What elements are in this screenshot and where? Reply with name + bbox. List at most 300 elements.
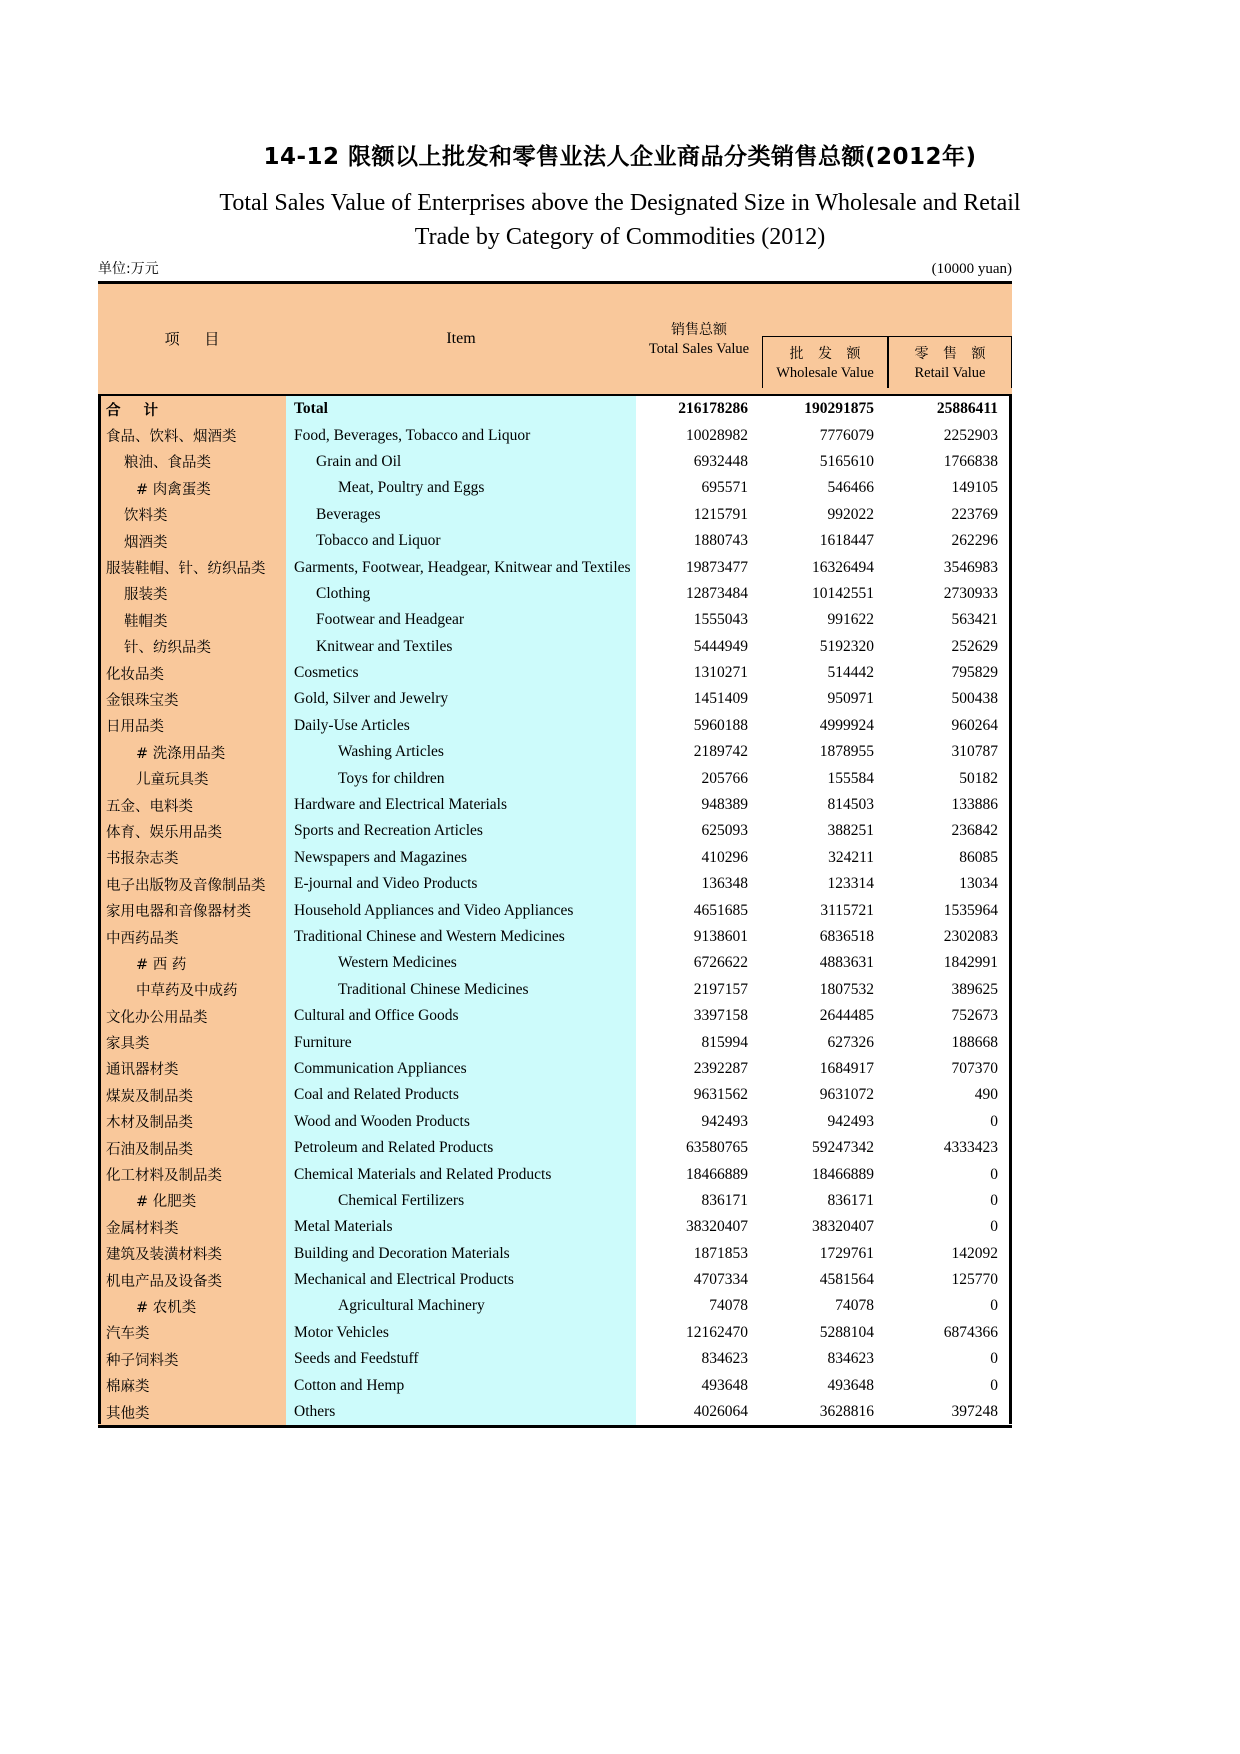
row-label-english-text: Footwear and Headgear (316, 611, 465, 629)
row-label-chinese-text: 建筑及装潢材料类 (106, 1247, 222, 1264)
row-label-chinese (98, 1188, 286, 1214)
row-label-english (286, 765, 636, 791)
row-label-english (286, 739, 636, 765)
cell-total-sales-value: 1215791 (636, 502, 762, 528)
row-label-chinese (98, 977, 286, 1003)
row-label-english (286, 634, 636, 660)
cell-wholesale-value: 4581564 (762, 1267, 888, 1293)
table-row (98, 395, 1012, 422)
row-label-chinese (98, 713, 286, 739)
row-label-english-text: Furniture (294, 1033, 352, 1051)
cell-total-sales-value: 136348 (636, 871, 762, 897)
row-label-english-text: Grain and Oil (316, 452, 402, 470)
row-label-chinese-text: 汽车类 (106, 1326, 150, 1343)
table-row (98, 845, 1012, 871)
row-label-chinese-text: # 洗涤用品类 (136, 745, 226, 762)
cell-wholesale-value: 123314 (762, 871, 888, 897)
table-row (98, 1056, 1012, 1082)
row-label-chinese (98, 502, 286, 528)
cell-retail-value: 50182 (888, 765, 1012, 791)
cell-wholesale-value: 324211 (762, 845, 888, 871)
cell-total-sales-value: 18466889 (636, 1161, 762, 1187)
row-label-chinese-text: 日用品类 (106, 719, 164, 736)
table-row (98, 1320, 1012, 1346)
row-label-english-text: Toys for children (338, 769, 445, 787)
cell-retail-value: 4333423 (888, 1135, 1012, 1161)
row-label-chinese (98, 1293, 286, 1319)
row-label-english (286, 554, 636, 580)
row-label-english-text: Food, Beverages, Tobacco and Liquor (294, 426, 531, 444)
cell-total-sales-value: 6726622 (636, 950, 762, 976)
row-label-chinese-text: 中西药品类 (106, 930, 179, 947)
row-label-english-text: Wood and Wooden Products (294, 1112, 470, 1130)
table-row (98, 1029, 1012, 1055)
table-row (98, 1267, 1012, 1293)
row-label-chinese-text: # 化肥类 (136, 1194, 197, 1211)
cell-wholesale-value: 4999924 (762, 713, 888, 739)
table-row (98, 765, 1012, 791)
row-label-english-text: Cultural and Office Goods (294, 1007, 459, 1025)
header-box-retail (888, 336, 1012, 388)
table-header-row (98, 283, 1012, 396)
cell-wholesale-value: 3115721 (762, 897, 888, 923)
cell-wholesale-value: 4883631 (762, 950, 888, 976)
cell-retail-value: 0 (888, 1372, 1012, 1398)
row-label-english (286, 475, 636, 501)
row-label-chinese (98, 475, 286, 501)
table-row (98, 607, 1012, 633)
cell-total-sales-value: 5960188 (636, 713, 762, 739)
cell-wholesale-value: 1878955 (762, 739, 888, 765)
row-label-english (286, 977, 636, 1003)
cell-wholesale-value: 5192320 (762, 634, 888, 660)
cell-retail-value: 6874366 (888, 1320, 1012, 1346)
cell-wholesale-value: 493648 (762, 1372, 888, 1398)
cell-total-sales-value: 815994 (636, 1029, 762, 1055)
cell-wholesale-value: 1684917 (762, 1056, 888, 1082)
row-label-english-text: Traditional Chinese and Western Medicines (294, 928, 565, 945)
row-label-english-text: Gold, Silver and Jewelry (294, 690, 449, 708)
cell-retail-value: 125770 (888, 1267, 1012, 1293)
table-bottom-rule (98, 1425, 1012, 1428)
row-label-english-text: Others (294, 1403, 336, 1421)
row-label-english (286, 1372, 636, 1398)
row-label-english (286, 1241, 636, 1267)
header-label-wholesale-chinese: 批 发 额 (789, 346, 866, 362)
cell-total-sales-value: 4651685 (636, 897, 762, 923)
table-row (98, 897, 1012, 923)
row-label-english-text: Cosmetics (294, 664, 359, 682)
row-label-english-text: Traditional Chinese Medicines (338, 980, 529, 998)
row-label-chinese (98, 897, 286, 923)
row-label-chinese-text: 其他类 (106, 1405, 150, 1422)
cell-total-sales-value: 38320407 (636, 1214, 762, 1240)
row-label-english (286, 1320, 636, 1346)
row-label-english (286, 1188, 636, 1214)
table-row (98, 1214, 1012, 1240)
row-label-english (286, 528, 636, 554)
row-label-chinese (98, 422, 286, 448)
table-row (98, 686, 1012, 712)
row-label-english-text: Tobacco and Liquor (316, 532, 441, 550)
table-right-edge (1009, 394, 1012, 1424)
header-label-retail-chinese: 零 售 额 (914, 346, 991, 362)
row-label-chinese-text: 饮料类 (124, 508, 168, 525)
statistics-table-wrapper (98, 281, 1012, 1428)
row-label-english-text: Clothing (316, 584, 371, 602)
row-label-english-text: Meat, Poultry and Eggs (338, 479, 485, 497)
table-row (98, 1372, 1012, 1398)
cell-wholesale-value: 388251 (762, 818, 888, 844)
row-label-english-text: Newspapers and Magazines (294, 848, 468, 866)
row-label-chinese-text: 体育、娱乐用品类 (106, 824, 222, 841)
row-label-english-text: Washing Articles (338, 743, 444, 761)
cell-retail-value: 563421 (888, 607, 1012, 633)
cell-wholesale-value: 836171 (762, 1188, 888, 1214)
cell-wholesale-value: 992022 (762, 502, 888, 528)
cell-total-sales-value: 1451409 (636, 686, 762, 712)
row-label-english-text: Beverages (316, 505, 381, 523)
cell-total-sales-value: 4707334 (636, 1267, 762, 1293)
cell-retail-value: 310787 (888, 739, 1012, 765)
row-label-chinese-text: 金银珠宝类 (106, 692, 179, 709)
row-label-chinese-text: 服装类 (124, 587, 168, 604)
row-label-chinese (98, 1399, 286, 1425)
row-label-chinese-text: 电子出版物及音像制品类 (106, 877, 266, 894)
cell-retail-value: 2302083 (888, 924, 1012, 950)
table-row (98, 449, 1012, 475)
cell-retail-value: 707370 (888, 1056, 1012, 1082)
cell-retail-value: 188668 (888, 1029, 1012, 1055)
cell-wholesale-value: 190291875 (762, 395, 888, 422)
row-label-chinese (98, 739, 286, 765)
row-label-chinese-text: 中草药及中成药 (136, 983, 238, 1000)
row-label-english-text: Building and Decoration Materials (294, 1244, 510, 1262)
header-label-total-english: Total Sales Value (648, 340, 750, 357)
table-row (98, 713, 1012, 739)
row-label-english-text: Sports and Recreation Articles (294, 822, 483, 840)
row-label-english (286, 1135, 636, 1161)
table-row (98, 739, 1012, 765)
row-label-chinese (98, 634, 286, 660)
table-row (98, 1241, 1012, 1267)
row-label-english-text: Garments, Footwear, Headgear, Knitwear and Textiles (294, 558, 631, 576)
row-label-chinese-text: 针、纺织品类 (124, 640, 211, 657)
cell-total-sales-value: 216178286 (636, 395, 762, 422)
row-label-english (286, 395, 636, 422)
row-label-chinese (98, 660, 286, 686)
row-label-chinese (98, 1056, 286, 1082)
cell-wholesale-value: 546466 (762, 475, 888, 501)
row-label-chinese-text: 食品、饮料、烟酒类 (106, 429, 237, 446)
header-label-retail-english: Retail Value (914, 365, 986, 381)
statistics-table (98, 281, 1012, 1425)
cell-retail-value: 25886411 (888, 395, 1012, 422)
row-label-chinese (98, 1372, 286, 1398)
cell-total-sales-value: 942493 (636, 1109, 762, 1135)
header-cell-total-sales (636, 283, 762, 396)
table-row (98, 660, 1012, 686)
row-label-english-text: E-journal and Video Products (294, 875, 478, 893)
cell-wholesale-value: 155584 (762, 765, 888, 791)
row-label-english-text: Western Medicines (338, 954, 457, 972)
row-label-chinese (98, 1346, 286, 1372)
table-row (98, 1161, 1012, 1187)
header-cell-item-chinese (98, 283, 286, 396)
row-label-chinese-text: 书报杂志类 (106, 851, 179, 868)
cell-retail-value: 490 (888, 1082, 1012, 1108)
row-label-chinese-text: 家具类 (106, 1036, 150, 1053)
row-label-chinese-text: # 农机类 (136, 1299, 197, 1316)
header-cell-item-english (286, 283, 636, 396)
row-label-english-text: Petroleum and Related Products (294, 1139, 494, 1157)
cell-retail-value: 1766838 (888, 449, 1012, 475)
cell-wholesale-value: 834623 (762, 1346, 888, 1372)
cell-wholesale-value: 3628816 (762, 1399, 888, 1425)
table-row (98, 502, 1012, 528)
row-label-chinese-text: 合 计 (106, 402, 168, 419)
cell-retail-value: 13034 (888, 871, 1012, 897)
cell-retail-value: 262296 (888, 528, 1012, 554)
row-label-chinese (98, 1320, 286, 1346)
header-box-wholesale (762, 336, 888, 388)
cell-total-sales-value: 1310271 (636, 660, 762, 686)
row-label-english (286, 792, 636, 818)
row-label-english (286, 686, 636, 712)
cell-retail-value: 1842991 (888, 950, 1012, 976)
row-label-chinese-text: 烟酒类 (124, 534, 168, 551)
row-label-chinese-text: 通讯器材类 (106, 1062, 179, 1079)
cell-retail-value: 389625 (888, 977, 1012, 1003)
cell-retail-value: 0 (888, 1214, 1012, 1240)
cell-wholesale-value: 9631072 (762, 1082, 888, 1108)
cell-total-sales-value: 12873484 (636, 581, 762, 607)
cell-wholesale-value: 74078 (762, 1293, 888, 1319)
table-row (98, 1346, 1012, 1372)
row-label-english (286, 950, 636, 976)
row-label-english (286, 449, 636, 475)
row-label-english-text: Communication Appliances (294, 1059, 467, 1077)
row-label-chinese-text: 服装鞋帽、针、纺织品类 (106, 561, 266, 578)
cell-retail-value: 397248 (888, 1399, 1012, 1425)
row-label-chinese (98, 1241, 286, 1267)
row-label-chinese-text: 种子饲料类 (106, 1352, 179, 1369)
row-label-chinese (98, 792, 286, 818)
table-row (98, 475, 1012, 501)
cell-wholesale-value: 18466889 (762, 1161, 888, 1187)
row-label-chinese-text: # 肉禽蛋类 (136, 481, 211, 498)
row-label-chinese (98, 395, 286, 422)
row-label-chinese-text: 棉麻类 (106, 1379, 150, 1396)
cell-total-sales-value: 5444949 (636, 634, 762, 660)
cell-total-sales-value: 1555043 (636, 607, 762, 633)
cell-retail-value: 2252903 (888, 422, 1012, 448)
cell-wholesale-value: 38320407 (762, 1214, 888, 1240)
row-label-chinese-text: 粮油、食品类 (124, 455, 211, 472)
header-label-wholesale-english: Wholesale Value (776, 365, 874, 381)
cell-total-sales-value: 2189742 (636, 739, 762, 765)
row-label-english (286, 1109, 636, 1135)
table-row (98, 422, 1012, 448)
table-left-edge (98, 394, 101, 1424)
cell-total-sales-value: 836171 (636, 1188, 762, 1214)
row-label-english-text: Total (294, 400, 328, 418)
cell-total-sales-value: 19873477 (636, 554, 762, 580)
row-label-chinese (98, 686, 286, 712)
row-label-chinese (98, 1214, 286, 1240)
row-label-english (286, 897, 636, 923)
row-label-chinese (98, 1082, 286, 1108)
table-row (98, 1109, 1012, 1135)
cell-wholesale-value: 627326 (762, 1029, 888, 1055)
table-row (98, 581, 1012, 607)
cell-retail-value: 86085 (888, 845, 1012, 871)
unit-row (98, 258, 1012, 278)
cell-retail-value: 0 (888, 1293, 1012, 1319)
cell-wholesale-value: 950971 (762, 686, 888, 712)
unit-label-chinese: 单位:万元 (98, 261, 159, 277)
cell-wholesale-value: 514442 (762, 660, 888, 686)
table-row (98, 871, 1012, 897)
row-label-chinese (98, 950, 286, 976)
row-label-english-text: Motor Vehicles (294, 1323, 389, 1341)
cell-wholesale-value: 991622 (762, 607, 888, 633)
cell-retail-value: 142092 (888, 1241, 1012, 1267)
row-label-english (286, 1346, 636, 1372)
cell-retail-value: 0 (888, 1109, 1012, 1135)
cell-wholesale-value: 814503 (762, 792, 888, 818)
page-title-chinese: 14-12 限额以上批发和零售业法人企业商品分类销售总额(2012年) (263, 144, 977, 170)
row-label-english-text: Household Appliances and Video Appliances (294, 901, 574, 919)
header-cell-wholesale (762, 283, 888, 396)
cell-retail-value: 0 (888, 1346, 1012, 1372)
page-title-english-line2: Trade by Category of Commodities (2012) (414, 224, 826, 250)
row-label-chinese (98, 845, 286, 871)
cell-total-sales-value: 695571 (636, 475, 762, 501)
row-label-chinese-text: 鞋帽类 (124, 613, 168, 630)
cell-retail-value: 795829 (888, 660, 1012, 686)
cell-wholesale-value: 59247342 (762, 1135, 888, 1161)
cell-total-sales-value: 948389 (636, 792, 762, 818)
row-label-chinese-text: 家用电器和音像器材类 (106, 904, 251, 921)
cell-retail-value: 752673 (888, 1003, 1012, 1029)
table-row (98, 818, 1012, 844)
row-label-chinese-text: 文化办公用品类 (106, 1009, 208, 1026)
row-label-chinese (98, 1109, 286, 1135)
row-label-chinese (98, 1003, 286, 1029)
cell-total-sales-value: 410296 (636, 845, 762, 871)
cell-total-sales-value: 74078 (636, 1293, 762, 1319)
cell-total-sales-value: 4026064 (636, 1399, 762, 1425)
row-label-chinese-text: 儿童玩具类 (136, 772, 209, 789)
cell-wholesale-value: 5288104 (762, 1320, 888, 1346)
cell-total-sales-value: 3397158 (636, 1003, 762, 1029)
cell-total-sales-value: 12162470 (636, 1320, 762, 1346)
cell-total-sales-value: 625093 (636, 818, 762, 844)
cell-total-sales-value: 493648 (636, 1372, 762, 1398)
cell-total-sales-value: 10028982 (636, 422, 762, 448)
row-label-chinese-text: 石油及制品类 (106, 1141, 193, 1158)
cell-retail-value: 0 (888, 1188, 1012, 1214)
cell-total-sales-value: 9138601 (636, 924, 762, 950)
cell-retail-value: 133886 (888, 792, 1012, 818)
table-row (98, 1293, 1012, 1319)
cell-total-sales-value: 9631562 (636, 1082, 762, 1108)
row-label-english-text: Seeds and Feedstuff (294, 1350, 419, 1368)
row-label-english (286, 422, 636, 448)
row-label-english (286, 1293, 636, 1319)
row-label-english (286, 1082, 636, 1108)
row-label-english (286, 871, 636, 897)
table-row (98, 977, 1012, 1003)
table-row (98, 1399, 1012, 1425)
row-label-chinese (98, 528, 286, 554)
row-label-english-text: Cotton and Hemp (294, 1376, 405, 1394)
row-label-chinese (98, 581, 286, 607)
cell-retail-value: 960264 (888, 713, 1012, 739)
row-label-english-text: Metal Materials (294, 1218, 393, 1236)
cell-retail-value: 2730933 (888, 581, 1012, 607)
row-label-chinese-text: 木材及制品类 (106, 1115, 193, 1132)
row-label-english-text: Chemical Materials and Related Products (294, 1165, 552, 1183)
row-label-english (286, 502, 636, 528)
cell-retail-value: 223769 (888, 502, 1012, 528)
row-label-english (286, 924, 636, 950)
row-label-english (286, 1003, 636, 1029)
row-label-english-text: Knitwear and Textiles (316, 637, 453, 655)
row-label-chinese (98, 1161, 286, 1187)
row-label-english (286, 1029, 636, 1055)
header-label-item-chinese: 项 目 (164, 330, 230, 348)
cell-wholesale-value: 1807532 (762, 977, 888, 1003)
table-row (98, 634, 1012, 660)
cell-retail-value: 1535964 (888, 897, 1012, 923)
cell-total-sales-value: 1871853 (636, 1241, 762, 1267)
row-label-english (286, 845, 636, 871)
row-label-chinese (98, 924, 286, 950)
row-label-chinese-text: # 西 药 (136, 956, 187, 973)
table-row (98, 554, 1012, 580)
table-row (98, 792, 1012, 818)
cell-wholesale-value: 1729761 (762, 1241, 888, 1267)
row-label-chinese-text: 化妆品类 (106, 666, 164, 683)
row-label-chinese (98, 1029, 286, 1055)
row-label-chinese (98, 765, 286, 791)
cell-wholesale-value: 6836518 (762, 924, 888, 950)
cell-retail-value: 252629 (888, 634, 1012, 660)
cell-wholesale-value: 2644485 (762, 1003, 888, 1029)
cell-wholesale-value: 1618447 (762, 528, 888, 554)
cell-retail-value: 500438 (888, 686, 1012, 712)
row-label-chinese-text: 煤炭及制品类 (106, 1088, 193, 1105)
row-label-chinese-text: 化工材料及制品类 (106, 1168, 222, 1185)
table-row (98, 950, 1012, 976)
table-row (98, 924, 1012, 950)
row-label-english (286, 660, 636, 686)
row-label-english (286, 713, 636, 739)
cell-retail-value: 0 (888, 1161, 1012, 1187)
row-label-english-text: Hardware and Electrical Materials (294, 796, 508, 814)
table-row (98, 528, 1012, 554)
row-label-chinese-text: 金属材料类 (106, 1220, 179, 1237)
row-label-english-text: Coal and Related Products (294, 1086, 459, 1104)
cell-total-sales-value: 205766 (636, 765, 762, 791)
row-label-chinese (98, 818, 286, 844)
page-title-english-line1: Total Sales Value of Enterprises above the Designated Size in Wholesale and Retail (219, 190, 1021, 216)
table-row (98, 1135, 1012, 1161)
row-label-english-text: Agricultural Machinery (338, 1297, 485, 1315)
row-label-english (286, 1056, 636, 1082)
